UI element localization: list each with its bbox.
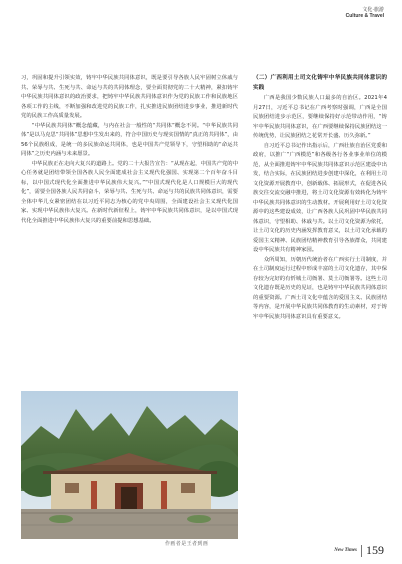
body-paragraph: 自习近平总书记作出指示后，广西壮族自治区党委和政府，以推广“广西模范”和各级各行各业事业单位的模范，从全面推进铸牢中华民族共同体意识示范区建设中出发，结合实际，在民族团结进步创建中深化，在利用土司文化资源开展教育中，创新载体、拓展形式，在促进各民族交往交流交融中推进，将土司文化资源有效转化为铸牢中华民族共同体意识的生动教材。开展利用好土司文化资源中的这些建设成效，让广西各族人民巩固中华民族共同体意识，守望相助、休戚与共。以土司文化资源为依托，让土司文化的历史内涵发挥教育意义，以土司文化承载的爱国主义精神、民族团结精神教育引导各族群众，共同建设中华民族共有精神家园。: [253, 142, 387, 253]
body-paragraph: 习，巩固和提升引领实效，铸牢中华民族共同体意识，既是要引导各族人民牢固树立休戚与共、荣辱与共、生死与共、命运与共的共同体理念，要全面贯彻党的二十大精神，紧扣铸牢中华民族共同体意识的政治要求，把铸牢中华民族共同体意识作为党的民族工作和民族地区各项工作的主线，不断加强和改进党的民族工作，扎实推进民族团结进步事业，推进新时代党的民族工作高质量发展。: [21, 75, 238, 119]
body-paragraph: 中华民族正在走向大复兴的道路上。党的二十大报告宣告：“从现在起，中国共产党的中心任务就是团结带领全国各族人民全面建成社会主义现代化强国、实现第二个百年奋斗目标，以中国式现代化全面推进中华民族伟大复兴。”“中国式现代化是人口规模巨大的现代化”，需要全国各族人民共同奋斗，荣辱与共、生死与共、命运与共的民族共同体意识，需要全体中华儿女紧密团结在以习近平同志为核心的党中央周围，全面建设社会主义现代化国家、实现中华民族伟大复兴。在新时代新征程上，铸牢中华民族共同体意识，是以中国式现代化全面推进中华民族伟大复兴的重要前提和思想基础。: [21, 160, 238, 224]
section-name-en: Culture & Travel: [345, 13, 384, 20]
footer-divider: [361, 545, 362, 557]
page-footer: [334, 543, 384, 558]
magazine-brand: New Times: [334, 548, 357, 553]
body-paragraph: 广西是我国少数民族人口最多的自治区。2021年4月27日，习近平总书记在广西考察时强调，广西是全国民族团结进步示范区，要继续保持好示范带动作用，“铸牢中华民族共同体意识，在广西要继续保持民族团结这一传统优势，让民族团结之花常开长盛、历久弥新。”: [253, 95, 387, 139]
photo-caption: 作画者是王者到画: [165, 541, 209, 547]
tusi-courtyard-photo: [21, 391, 238, 539]
page-number: 159: [366, 543, 384, 557]
section-header: [346, 7, 384, 20]
section-name-cn: 文化·旅游: [362, 7, 384, 13]
section-title: （二）广西利用土司文化铸牢中华民族共同体意识的实践: [253, 75, 387, 91]
right-column: [253, 74, 387, 322]
body-paragraph: “中华民族共同体”概念蕴藏，与内在社会一般性的“共同体”概念不同。“中华民族共同体”是以马克思“共同体”思想中生发出来的，符合中国历史与现实国情的“真正的共同体”，由56个民族组成，是统一的多民族命运共同体，也是中国共产党领导下，守望相助的“命运共同体”之历史内涵与未来愿景。: [21, 122, 238, 157]
left-column: [21, 74, 238, 226]
body-paragraph: 众所周知，历朝历代统治者在广西实行土司制度，并在土司制度运行过程中形成丰富的土司文化遗存，其中保存较为完好的有忻城土司衙署、莫土司衙署等。这些土司文化遗存既是历史的见证，也是铸牢中华民族共同体意识的重要资源。广西土司文化中蕴含的爱国主义、民族团结等内容，是开展中华民族共同体教育的生动素材，对于铸牢中华民族共同体意识具有重要意义。: [253, 256, 387, 320]
